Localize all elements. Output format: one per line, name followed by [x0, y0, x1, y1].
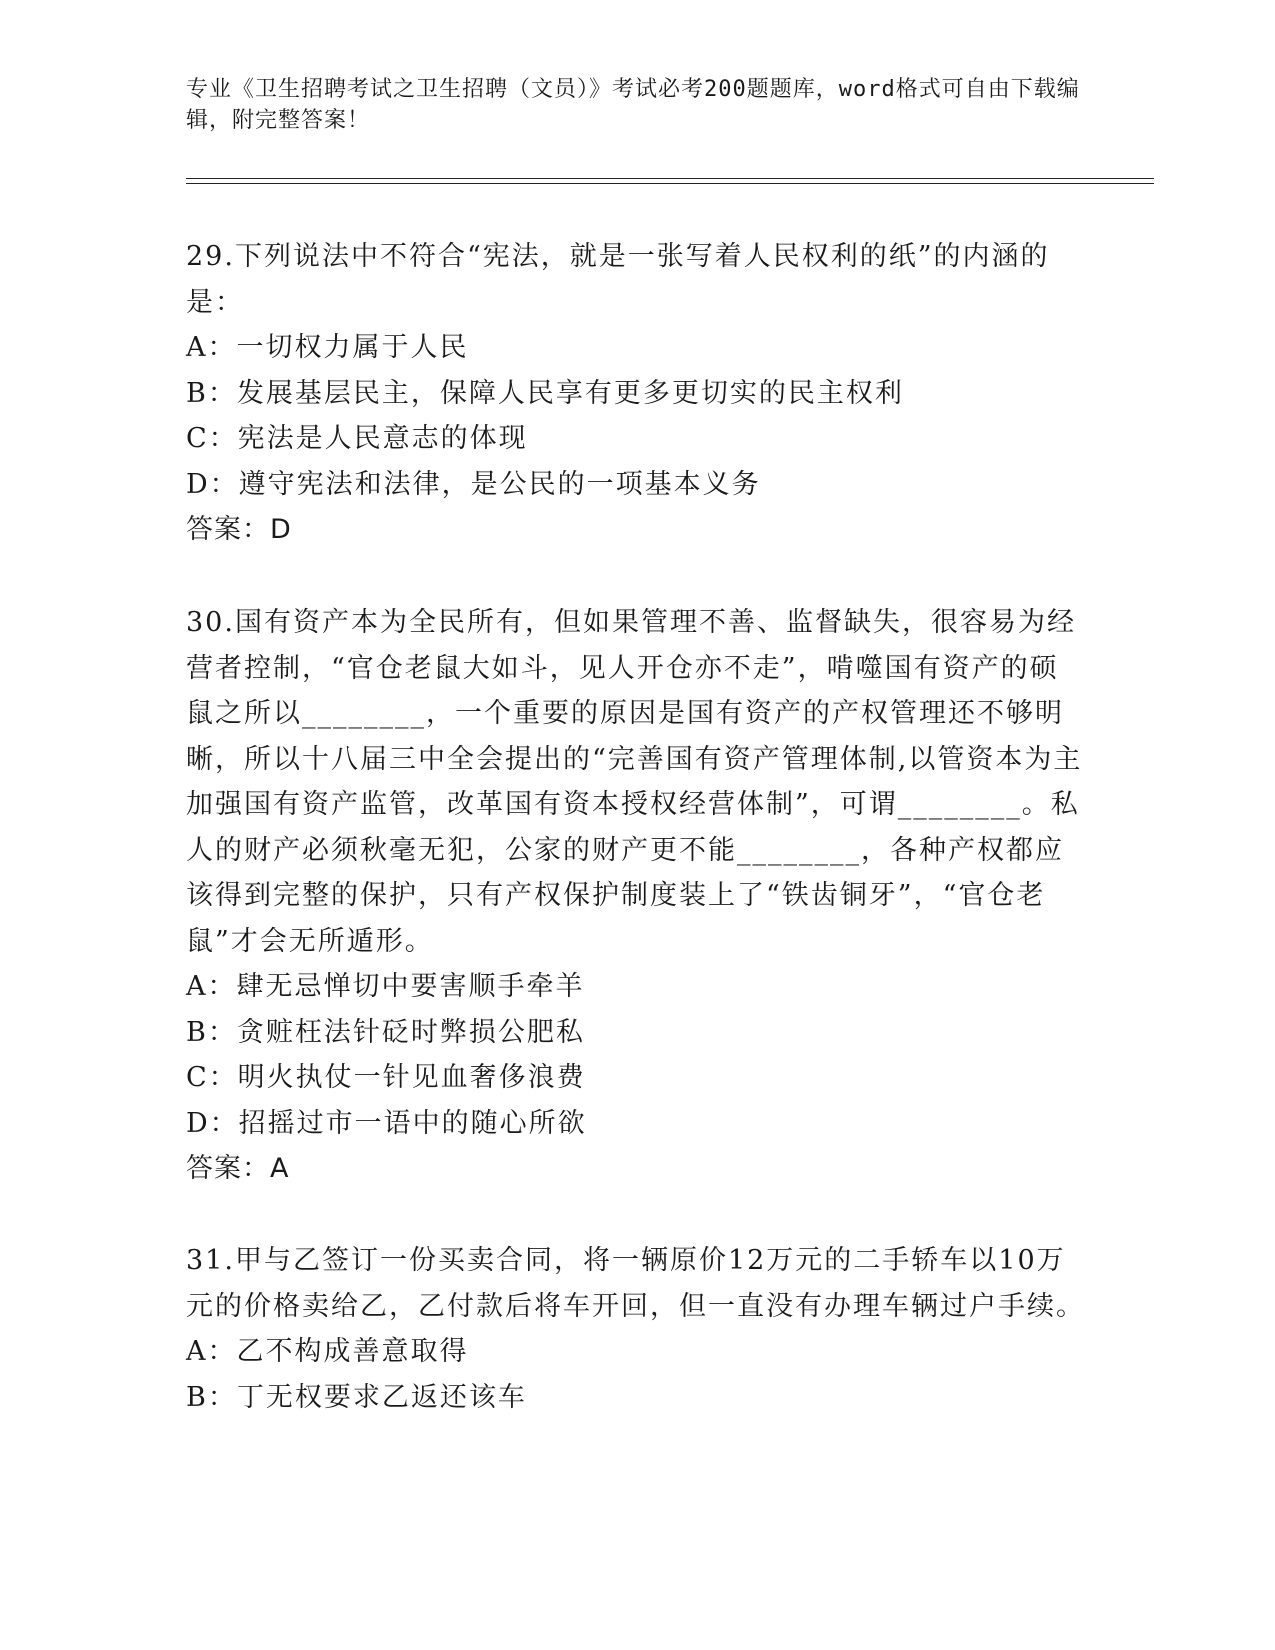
option-a: A：一切权力属于人民	[186, 332, 469, 363]
option-d: D：招摇过市一语中的随心所欲	[186, 1107, 587, 1139]
option-a: A：肆无忌惮切中要害顺手牵羊	[186, 971, 585, 1002]
option-b: B：发展基层民主，保障人民享有更多更切实的民主权利	[186, 377, 904, 409]
header-divider-bottom	[186, 183, 1154, 184]
option-c: C：宪法是人民意志的体现	[186, 423, 528, 454]
option-c: C：明火执仗一针见血奢侈浪费	[186, 1062, 586, 1093]
question-31	[186, 1238, 1086, 1420]
document-header: 专业《卫生招聘考试之卫生招聘（文员）》考试必考200题题库，word格式可自由下载编辑，附完整答案！	[186, 77, 1080, 133]
question-30	[186, 600, 1086, 1192]
question-stem: 29.下列说法中不符合“宪法，就是一张写着人民权利的纸”的内涵的是：	[186, 241, 1050, 318]
answer-label: 答案：A	[186, 1153, 290, 1184]
option-b: B：贪赃枉法针砭时弊损公肥私	[186, 1016, 585, 1048]
option-d: D：遵守宪法和法律，是公民的一项基本义务	[186, 468, 761, 500]
option-a: A：乙不构成善意取得	[186, 1336, 469, 1367]
answer-label: 答案：D	[186, 514, 292, 545]
option-b: B：丁无权要求乙返还该车	[186, 1381, 527, 1413]
question-stem: 30.国有资产本为全民所有，但如果管理不善、监督缺失，很容易为经营者控制，“官仓老鼠大如斗，见人开仓亦不走”，啃噬国有资产的硕鼠之所以________，一个重要的原因是国有资产的产权管理还不够明晰，所以十八届三中全会提出的“完善国有资产管理体制,以管资本为主加强国有资产监管，改革国有资本授权经营体制”，可谓________。私人的财产必须秋毫无犯，公家的财产更不能________，各种产权都应该得到完整的保护，只有产权保护制度装上了“铁齿铜牙”，“官仓老鼠”才会无所遁形。	[186, 607, 1083, 957]
question-29	[186, 234, 1086, 553]
header-divider-top	[186, 178, 1154, 179]
question-stem: 31.甲与乙签订一份买卖合同，将一辆原价12万元的二手轿车以10万元的价格卖给乙，乙付款后将车开回，但一直没有办理车辆过户手续。	[186, 1245, 1085, 1322]
